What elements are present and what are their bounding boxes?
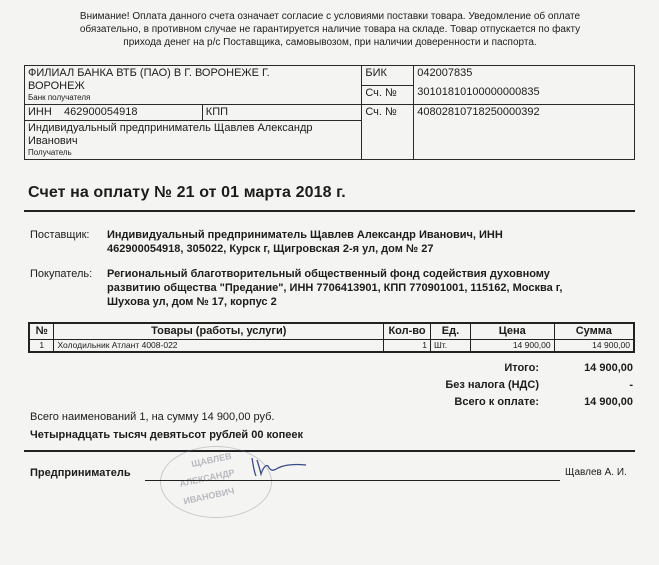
supplier-block	[30, 228, 640, 258]
buyer-details	[107, 267, 637, 309]
buyer-line: развитию общества "Предание", ИНН 7706413901, КПП 770901001, 115162, Москва г,	[107, 282, 563, 294]
signer-role-label: Предприниматель	[30, 467, 131, 479]
supplier-details	[107, 228, 637, 256]
row-qty: 1	[384, 340, 431, 353]
bank-name-cell	[25, 66, 362, 105]
pay-label: Всего к оплате:	[454, 396, 539, 408]
stamp-text: ИВАНОВИЧ	[182, 485, 236, 507]
row-unit: Шт.	[431, 340, 471, 353]
col-header-price: Цена	[470, 323, 554, 340]
pay-value: 14 900,00	[584, 396, 633, 408]
total-label: Итого:	[504, 362, 539, 374]
bik-label: БИК	[362, 66, 414, 86]
notice-line: обязательно, в противном случае не гарантируется наличие товара на складе. Товар отпускается по факту	[79, 24, 581, 35]
recipient-name: Иванович	[28, 135, 78, 147]
bank-name: ВОРОНЕЖ	[28, 80, 85, 92]
col-header-sum: Сумма	[554, 323, 634, 340]
col-header-name: Товары (работы, услуги)	[54, 323, 384, 340]
row-num: 1	[29, 340, 54, 353]
supplier-label: Поставщик:	[30, 229, 90, 241]
supplier-line: Индивидуальный предприниматель Щавлев Александр Иванович, ИНН	[107, 229, 503, 241]
summary-divider	[24, 450, 635, 452]
inn-cell	[25, 105, 203, 121]
goods-table	[28, 322, 635, 353]
kpp-label: КПП	[205, 106, 229, 118]
buyer-line: Шухова ул, дом № 17, корпус 2	[107, 296, 277, 308]
supplier-line: 462900054918, 305022, Курск г, Щигровская 2-я ул, дом № 27	[107, 243, 434, 255]
table-row	[29, 340, 634, 353]
vat-label: Без налога (НДС)	[445, 379, 539, 391]
stamp-text: АЛЕКСАНДР	[178, 467, 236, 489]
signature-line	[145, 480, 560, 481]
col-header-unit: Ед.	[431, 323, 471, 340]
handwritten-signature	[248, 452, 308, 480]
buyer-line: Региональный благотворительный общественный фонд содействия духовному	[107, 268, 550, 280]
stamp-text: ЩАВЛЕВ	[190, 450, 233, 470]
inn-label: ИНН	[28, 106, 52, 118]
buyer-label: Покупатель:	[30, 268, 93, 280]
vat-value: -	[629, 379, 633, 391]
kpp-cell	[202, 105, 362, 121]
items-count-summary: Всего наименований 1, на сумму 14 900,00 руб.	[30, 411, 275, 423]
notice-line: Внимание! Оплата данного счета означает согласие с условиями поставки товара. Уведомление об оплате	[79, 11, 581, 22]
row-sum: 14 900,00	[554, 340, 634, 353]
bank-name: ФИЛИАЛ БАНКА ВТБ (ПАО) В Г. ВОРОНЕЖЕ Г.	[28, 67, 270, 79]
bank-details-table	[24, 65, 635, 160]
notice-line: прихода денег на р/с Поставщика, самовывозом, при наличии доверенности и паспорта.	[123, 37, 537, 48]
invoice-title: Счет на оплату № 21 от 01 марта 2018 г.	[28, 184, 346, 201]
corr-account-value: 30101810100000000835	[414, 85, 635, 105]
goods-header-row	[29, 323, 634, 340]
signer-name: Щавлев А. И.	[565, 467, 627, 478]
recipient-cell	[25, 121, 362, 160]
col-header-num: №	[29, 323, 54, 340]
total-value: 14 900,00	[584, 362, 633, 374]
corr-account-label: Сч. №	[362, 85, 414, 105]
amount-in-words: Четырнадцать тысяч девятьсот рублей 00 копеек	[30, 429, 303, 441]
row-price: 14 900,00	[470, 340, 554, 353]
payment-notice	[60, 10, 600, 49]
recipient-label: Получатель	[28, 148, 72, 157]
account-value: 40802810718250000392	[414, 105, 635, 160]
recipient-name: Индивидуальный предприниматель Щавлев Александр	[28, 122, 313, 134]
bik-value: 042007835	[414, 66, 635, 86]
title-divider	[24, 210, 635, 212]
buyer-block	[30, 267, 640, 311]
recipient-bank-label: Банк получателя	[28, 93, 91, 102]
inn-value: 462900054918	[64, 106, 138, 118]
col-header-qty: Кол-во	[384, 323, 431, 340]
row-name: Холодильник Атлант 4008-022	[54, 340, 384, 353]
account-label: Сч. №	[362, 105, 414, 160]
